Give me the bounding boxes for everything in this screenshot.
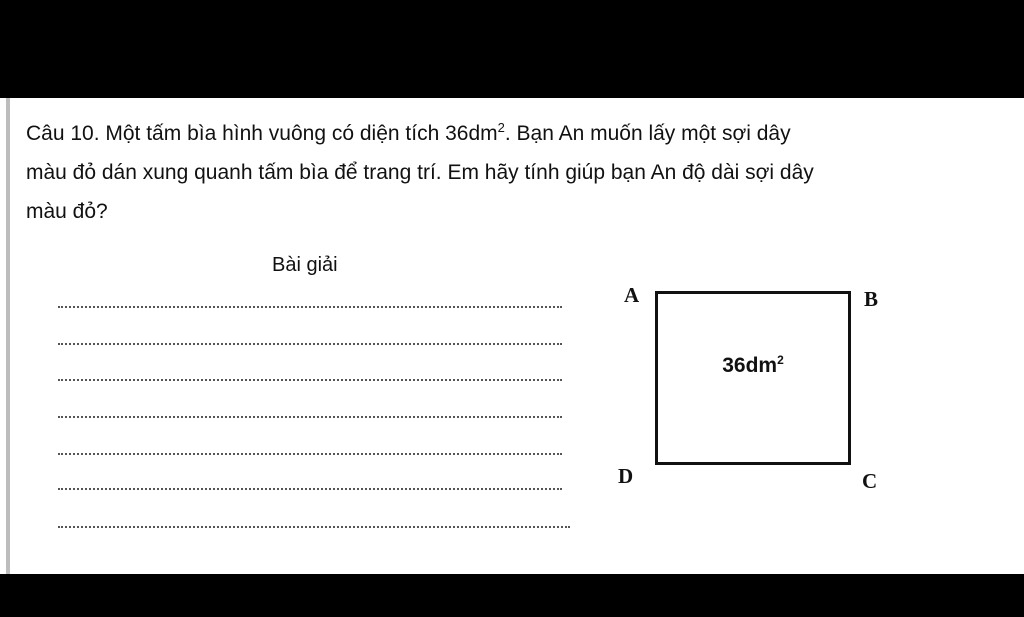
square-figure bbox=[0, 98, 1024, 574]
square-area-exponent: 2 bbox=[777, 353, 784, 367]
question-line-1-prefix: Câu 10. Một tấm bìa hình vuông có diện tích 36dm bbox=[26, 122, 498, 145]
question-area-exponent: 2 bbox=[497, 120, 505, 135]
square-abcd bbox=[655, 291, 851, 465]
vertex-b-label: B bbox=[864, 287, 879, 311]
vertex-a-label: A bbox=[624, 283, 640, 307]
question-line-1-suffix: . Bạn An muốn lấy một sợi dây bbox=[504, 122, 791, 145]
vertex-d-label: D bbox=[618, 464, 634, 488]
square-area-label bbox=[658, 354, 848, 378]
question-line-3: màu đỏ? bbox=[26, 200, 108, 223]
vertex-c-label: C bbox=[862, 469, 878, 493]
question-line-2: màu đỏ dán xung quanh tấm bìa để trang trí. Em hãy tính giúp bạn An độ dài sợi dây bbox=[26, 161, 814, 184]
square-area-value: 36dm bbox=[722, 354, 778, 377]
worksheet bbox=[0, 98, 1024, 574]
solution-title: Bài giải bbox=[272, 254, 338, 276]
